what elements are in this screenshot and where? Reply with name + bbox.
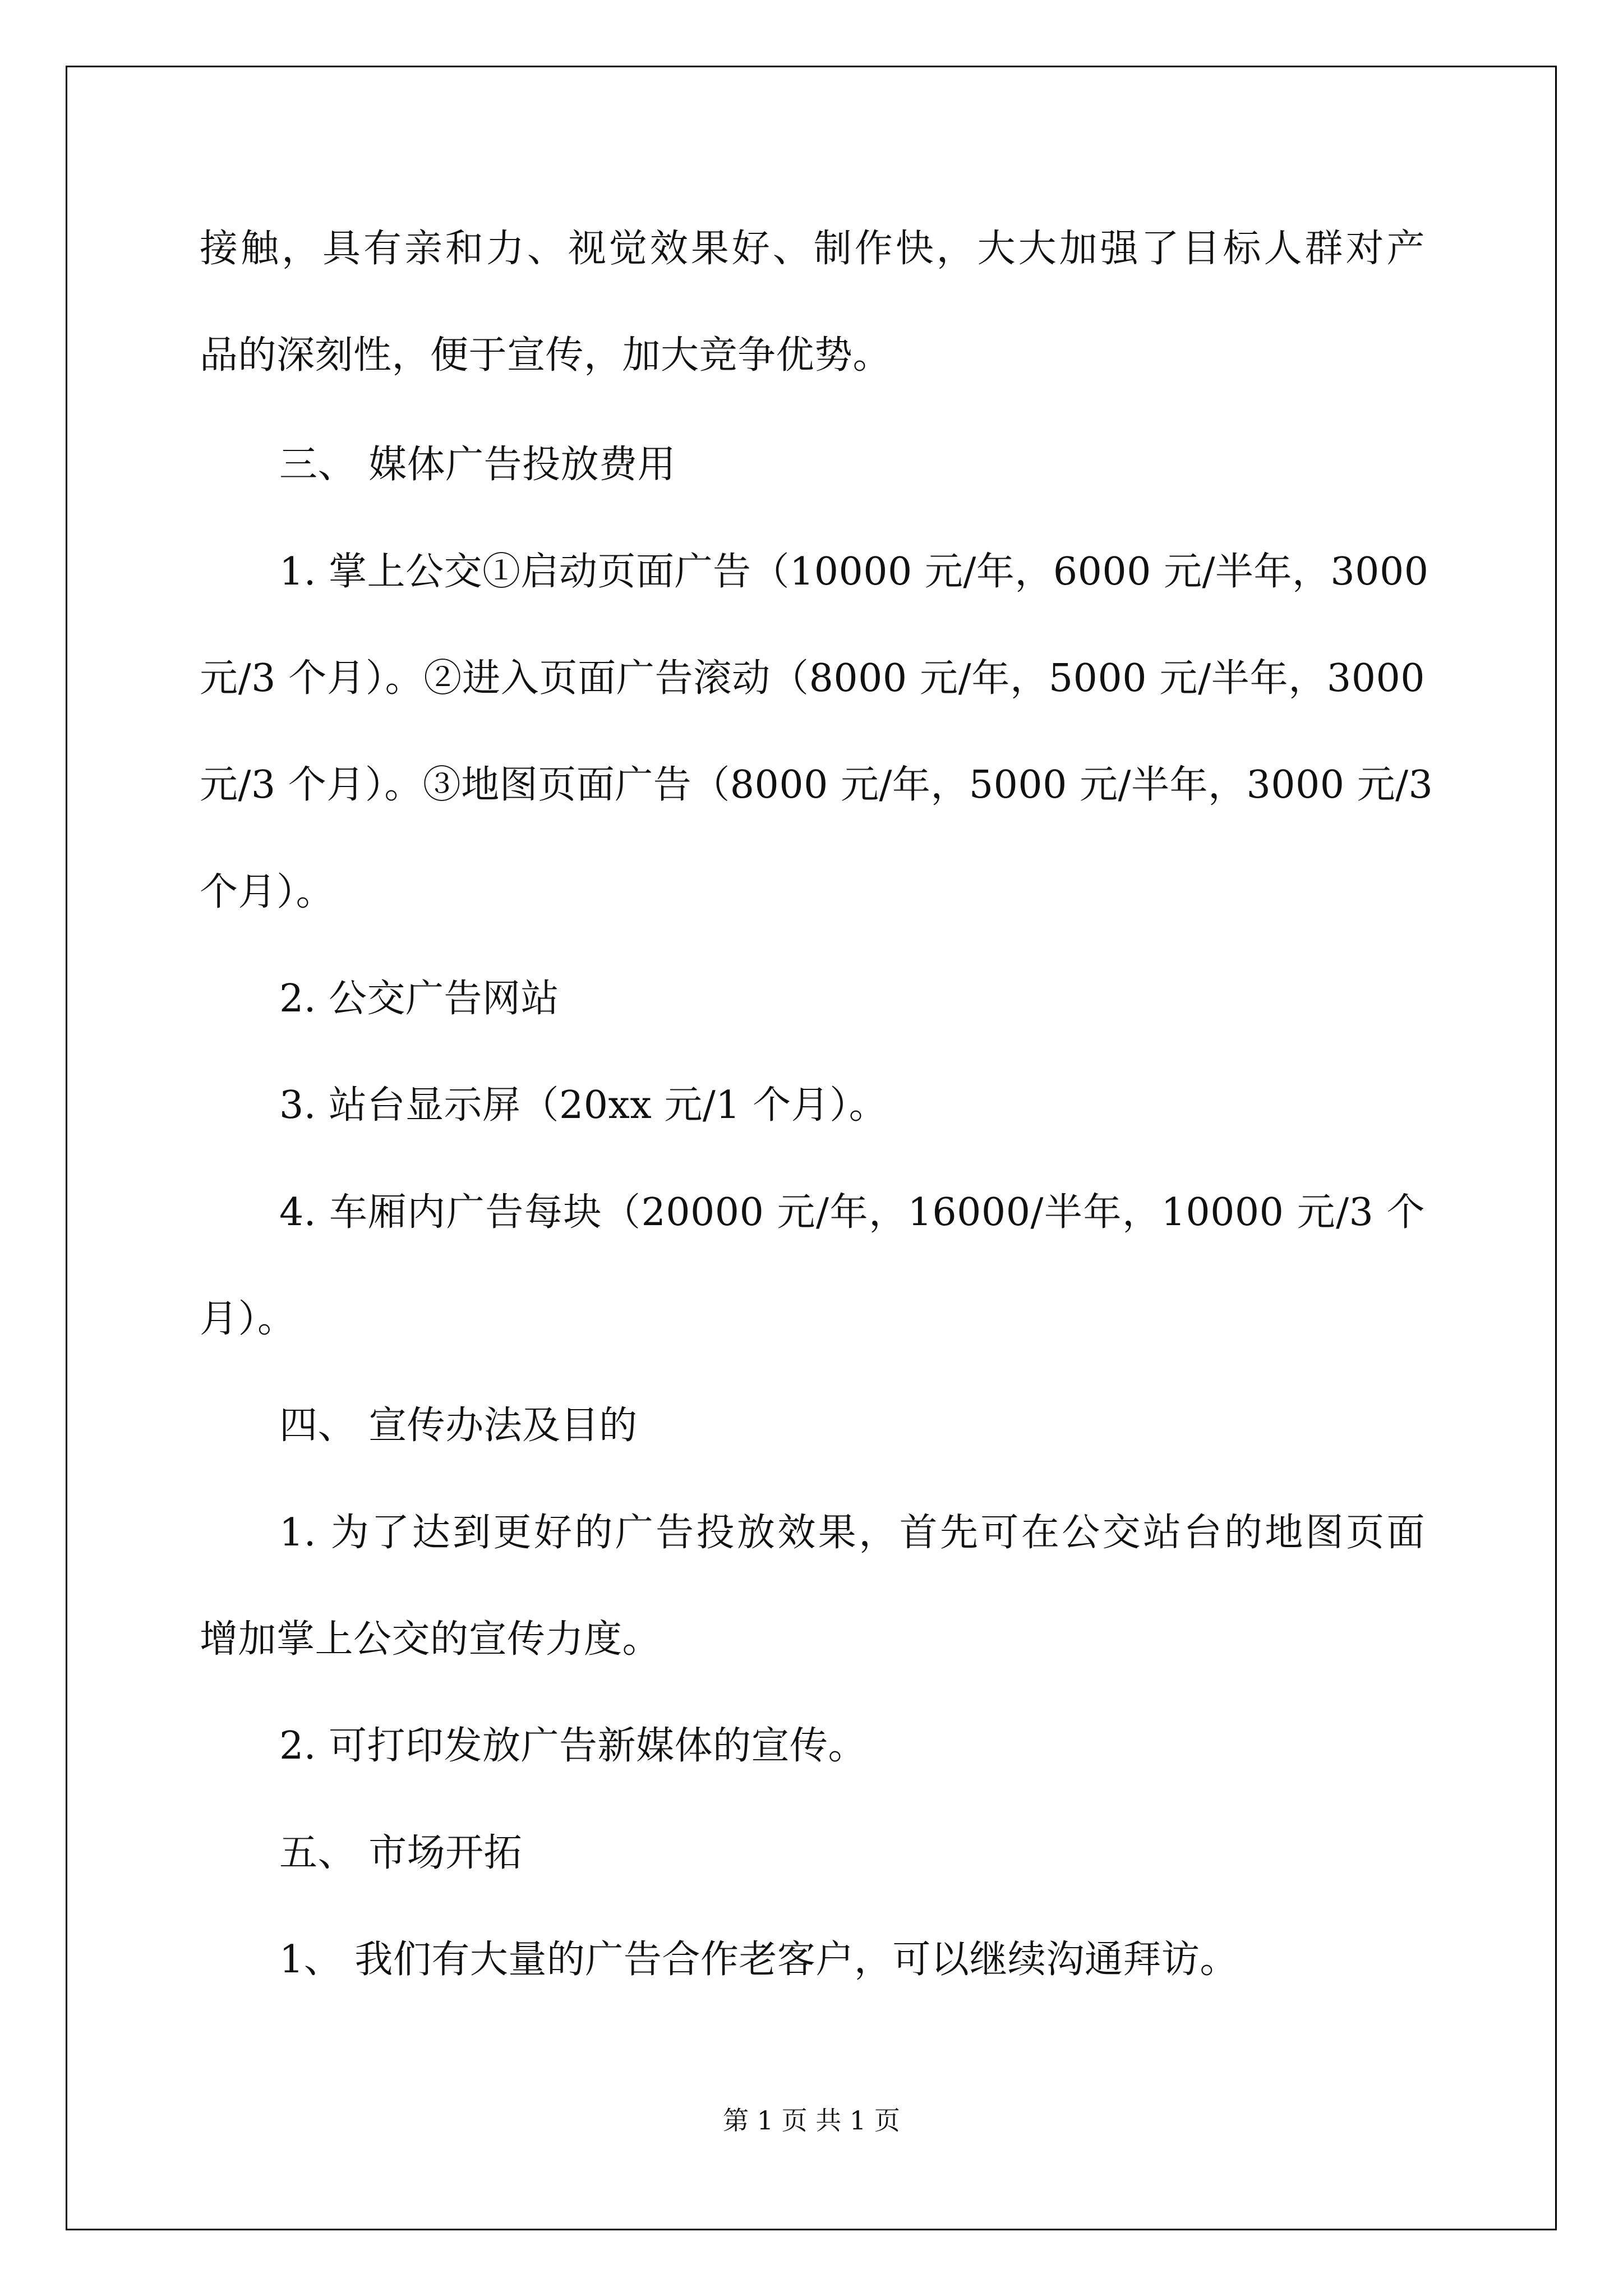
section-heading: 四、 宣传办法及目的 xyxy=(279,1404,638,1448)
text-line: 个月）。 xyxy=(200,870,335,914)
section-heading: 三、 媒体广告投放费用 xyxy=(279,443,676,487)
list-item: 2. 公交广告网站 xyxy=(279,977,559,1021)
section-heading: 五、 市场开拓 xyxy=(279,1831,523,1875)
text-line: 元/3 个月）。②进入页面广告滚动（8000 元/年，5000 元/半年，3000 xyxy=(200,656,1425,701)
list-item: 1. 为了达到更好的广告投放效果，首先可在公交站台的地图页面 xyxy=(279,1511,1425,1555)
list-item: 1. 掌上公交①启动页面广告（10000 元/年，6000 元/半年，3000 xyxy=(279,550,1429,594)
text-line: 月）。 xyxy=(200,1297,296,1341)
list-item: 2. 可打印发放广告新媒体的宣传。 xyxy=(279,1724,866,1768)
list-item: 1、 我们有大量的广告合作老客户，可以继续沟通拜访。 xyxy=(279,1938,1238,1982)
list-item: 4. 车厢内广告每块（20000 元/年，16000/半年，10000 元/3 个 xyxy=(279,1190,1425,1235)
text-line: 增加掌上公交的宣传力度。 xyxy=(200,1617,661,1662)
page-number-footer: 第 1 页 共 1 页 xyxy=(723,2105,900,2136)
text-line: 接触，具有亲和力、视觉效果好、制作快，大大加强了目标人群对产 xyxy=(200,227,1425,271)
text-line: 品的深刻性，便于宣传，加大竞争优势。 xyxy=(200,333,892,378)
page-border xyxy=(66,66,1557,2230)
list-item: 3. 站台显示屏（20xx 元/1 个月）。 xyxy=(279,1083,888,1128)
text-line: 元/3 个月）。③地图页面广告（8000 元/年，5000 元/半年，3000 元/3 xyxy=(200,763,1433,807)
